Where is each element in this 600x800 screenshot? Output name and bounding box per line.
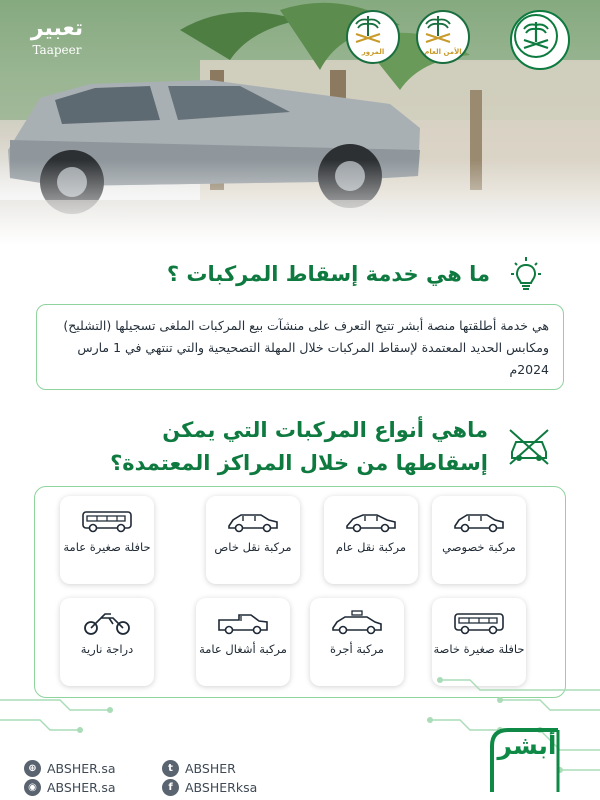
traffic-emblem-caption: المرور: [361, 48, 385, 56]
ministry-palm-icon: [512, 12, 560, 60]
social-facebook-label: ABSHERksa: [185, 780, 258, 795]
section2-title: ماهي أنواع المركبات التي يمكن إسقاطها من خلال المراكز المعتمدة؟: [110, 418, 488, 475]
sedan-car-icon: [451, 508, 507, 534]
vehicle-tile-public-minibus: [60, 496, 154, 584]
public-security-emblem: [416, 10, 470, 64]
vehicle-tile-label: مركبة أجرة: [330, 642, 384, 656]
section1-description-card: [36, 304, 564, 390]
vehicle-tile-label: مركبة أشغال عامة: [199, 642, 287, 656]
snapchat-icon: ◉: [24, 779, 41, 796]
motorcycle-icon: [79, 610, 135, 636]
vehicle-tile-label: حافلة صغيرة خاصة: [433, 642, 525, 656]
sedan-car-icon: [343, 508, 399, 534]
taapeer-logo-english: Taapeer: [32, 42, 82, 57]
vehicle-tile-label: مركبة نقل خاص: [214, 540, 292, 554]
facebook-icon: f: [162, 779, 179, 796]
hero-banner: [0, 0, 600, 250]
vehicle-tile-label: حافلة صغيرة عامة: [63, 540, 151, 554]
lightbulb-icon: [506, 255, 546, 295]
social-snapchat[interactable]: [24, 779, 116, 796]
swords-palm-icon: [418, 12, 458, 52]
section1-title: ما هي خدمة إسقاط المركبات ؟: [166, 262, 490, 286]
sedan-car-icon: [225, 508, 281, 534]
no-car-icon: [504, 424, 554, 468]
vehicle-tile-private-car: [432, 496, 526, 584]
taapeer-logo-arabic: تعبير: [30, 15, 84, 41]
absher-logo-text: أبشر: [497, 731, 557, 760]
social-snapchat-label: ABSHER.sa: [47, 780, 116, 795]
swords-palm-icon: [348, 12, 388, 52]
bus-icon: [451, 610, 507, 636]
public-security-emblem-caption: الأمن العام: [424, 48, 462, 56]
social-twitter-label: ABSHER: [185, 761, 236, 776]
twitter-icon: t: [162, 760, 179, 777]
social-twitter[interactable]: [162, 760, 236, 777]
social-web[interactable]: [24, 760, 116, 777]
vehicle-tile-label: دراجة نارية: [80, 642, 134, 656]
web-icon: ⊕: [24, 760, 41, 777]
social-facebook[interactable]: [162, 779, 257, 796]
interior-ministry-emblem: [510, 10, 570, 70]
taxi-icon: [329, 610, 385, 636]
vehicle-tile-label: مركبة خصوصي: [442, 540, 516, 554]
pickup-truck-icon: [215, 610, 271, 636]
vehicle-tile-public-transport-car: [324, 496, 418, 584]
vehicle-tile-private-transport-car: [206, 496, 300, 584]
taapeer-logo: [14, 8, 100, 64]
section1-description: هي خدمة أطلقتها منصة أبشر تتيح التعرف على منشآت بيع المركبات الملغى تسجيلها (التشليح) ومكابس الحديد المعتمدة لإسقاط المركبات خلال المهلة التصحيحية والتي تنتهي في 1 مارس 2024م: [63, 318, 549, 377]
hero-fade: [0, 160, 600, 250]
social-web-label: ABSHER.sa: [47, 761, 116, 776]
vehicle-tile-label: مركبة نقل عام: [335, 540, 407, 554]
traffic-emblem: [346, 10, 400, 64]
bus-icon: [79, 508, 135, 534]
